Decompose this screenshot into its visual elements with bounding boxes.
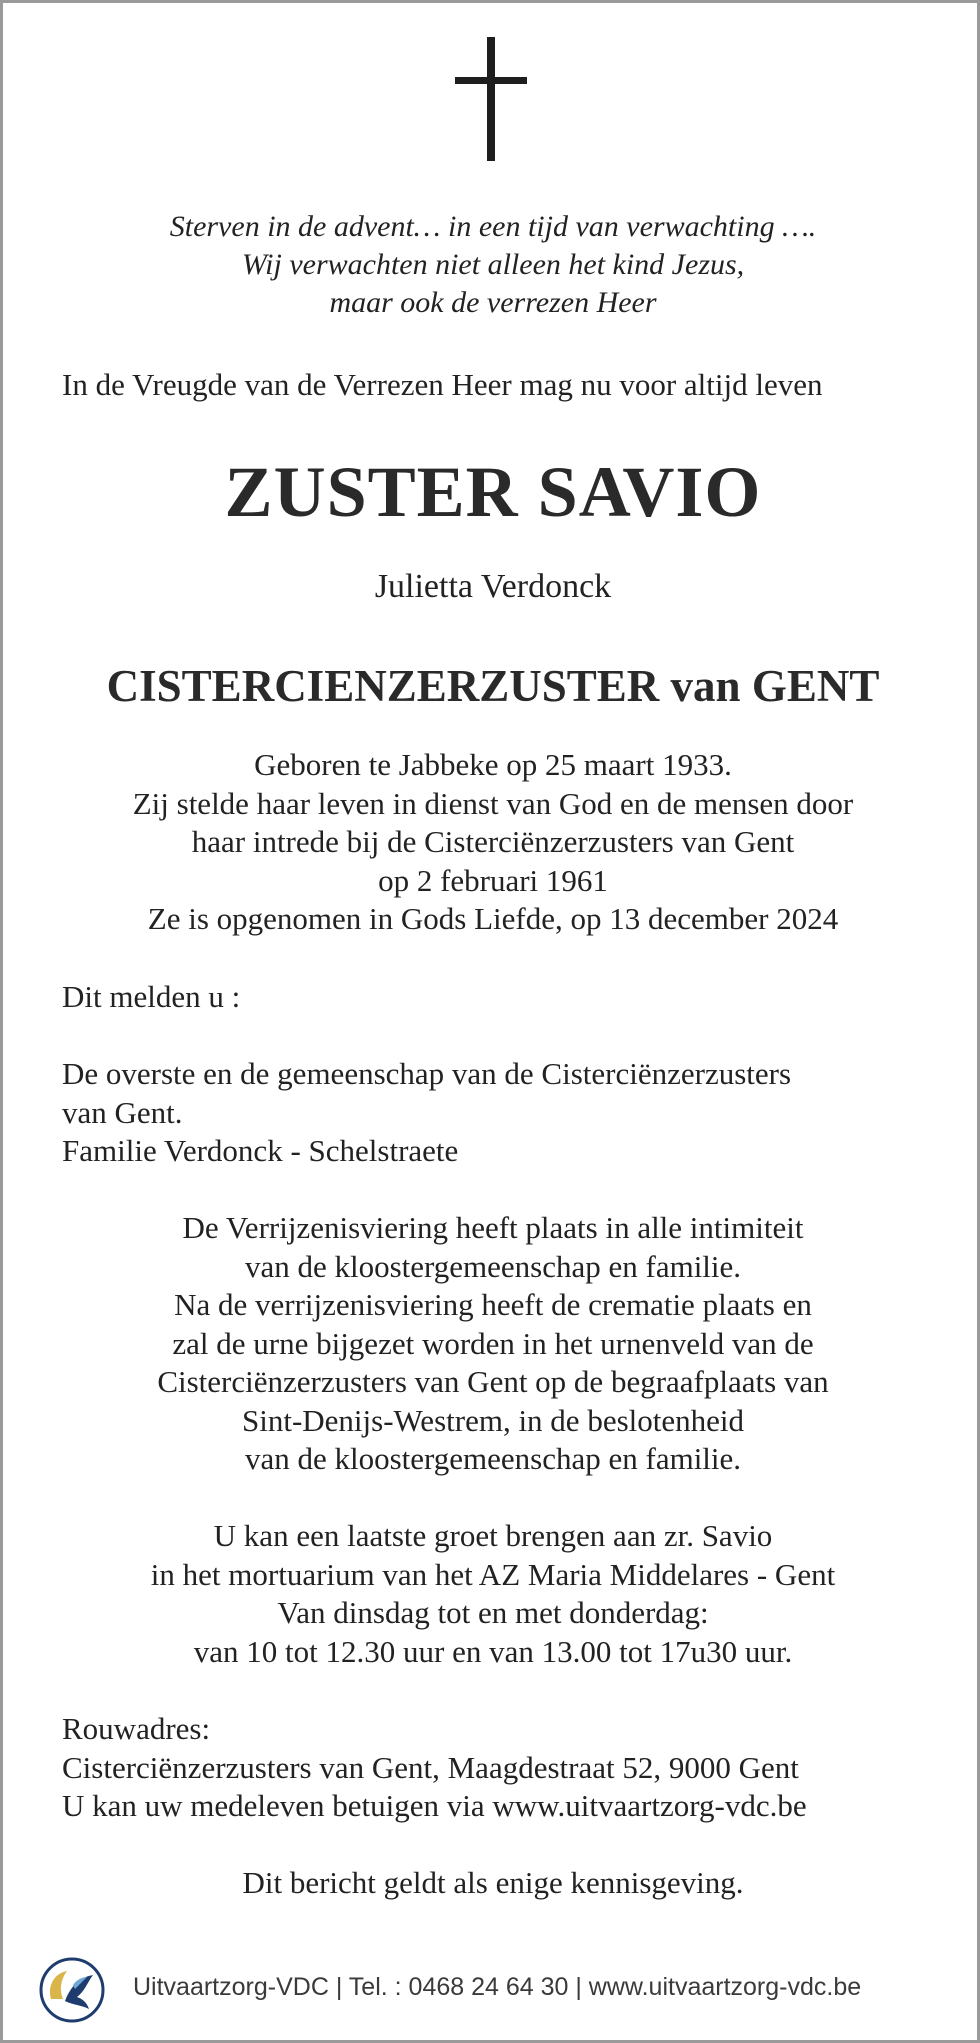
mourning-address [62, 1710, 962, 1826]
dove-logo-icon [37, 1955, 107, 2025]
announcers-intro: Dit melden u : [62, 979, 241, 1014]
footer [37, 1955, 937, 2025]
deceased-name: ZUSTER SAVIO [224, 452, 762, 532]
ceremony-line: De Verrijzenisviering heeft plaats in alle intimiteit [182, 1210, 804, 1245]
ceremony-line: van de kloostergemeenschap en familie. [244, 1248, 742, 1284]
visitation-info [43, 1517, 943, 1671]
quote-line: Sterven in de advent… in een tijd van verwachting …. [169, 210, 817, 243]
ceremony-line: zal de urne bijgezet worden in het urnenveld van de [172, 1325, 814, 1361]
bio-line: haar intrede bij de Cisterciënzerzusters van Gent [191, 824, 795, 859]
visitation-line: Van dinsdag tot en met donderdag: [277, 1595, 709, 1630]
intro-text: In de Vreugde van de Verrezen Heer mag nu voor altijd leven [62, 367, 823, 402]
visitation-line: U kan een laatste groet brengen aan zr. Savio [213, 1518, 773, 1553]
civil-name: Julietta Verdonck [374, 568, 612, 605]
bio-line: Ze is opgenomen in Gods Liefde, op 13 december 2024 [147, 901, 839, 936]
ceremony-line: van de kloostergemeenschap en familie. [244, 1441, 742, 1476]
bio-line: Geboren te Jabbeke op 25 maart 1933. [254, 747, 732, 782]
bio-line: Zij stelde haar leven in dienst van God en de mensen door [132, 785, 854, 821]
address-label: Rouwadres: [62, 1711, 211, 1746]
cross-horizontal-bar [455, 77, 527, 84]
ceremony-line: Sint-Denijs-Westrem, in de beslotenheid [241, 1402, 744, 1438]
quote-line: Wij verwachten niet alleen het kind Jezus, [241, 248, 745, 281]
condolence-line: U kan uw medeleven betuigen via www.uitvaartzorg-vdc.be [62, 1788, 807, 1823]
bio-line: op 2 februari 1961 [378, 862, 608, 898]
visitation-line: van 10 tot 12.30 uur en van 13.00 tot 17u30 uur. [193, 1633, 793, 1669]
footer-contact: Uitvaartzorg-VDC | Tel. : 0468 24 64 30 | www.uitvaartzorg-vdc.be [133, 1973, 862, 2001]
announcer-line: Familie Verdonck - Schelstraete [62, 1133, 459, 1168]
ceremony-line: Na de verrijzenisviering heeft de crematie plaats en [174, 1287, 812, 1322]
visitation-line: in het mortuarium van het AZ Maria Middelares - Gent [150, 1556, 836, 1592]
address-line: Cisterciënzerzusters van Gent, Maagdestraat 52, 9000 Gent [62, 1749, 799, 1785]
latin-cross-icon [455, 37, 527, 161]
ceremony-line: Cisterciënzerzusters van Gent op de begraafplaats van [157, 1364, 829, 1399]
ceremony-info [43, 1209, 943, 1479]
announcer-line: van Gent. [62, 1094, 183, 1130]
advent-quote [63, 208, 923, 322]
notice-text: Dit bericht geldt als enige kennisgeving. [242, 1865, 744, 1900]
announcer-line: De overste en de gemeenschap van de Cisterciënzerzusters [62, 1056, 792, 1091]
quote-line: maar ook de verrezen Heer [329, 286, 657, 319]
biography [43, 746, 943, 939]
cross-vertical-bar [487, 37, 495, 161]
religious-order: CISTERCIENZERZUSTER van GENT [106, 661, 880, 711]
announcers [62, 1055, 962, 1171]
